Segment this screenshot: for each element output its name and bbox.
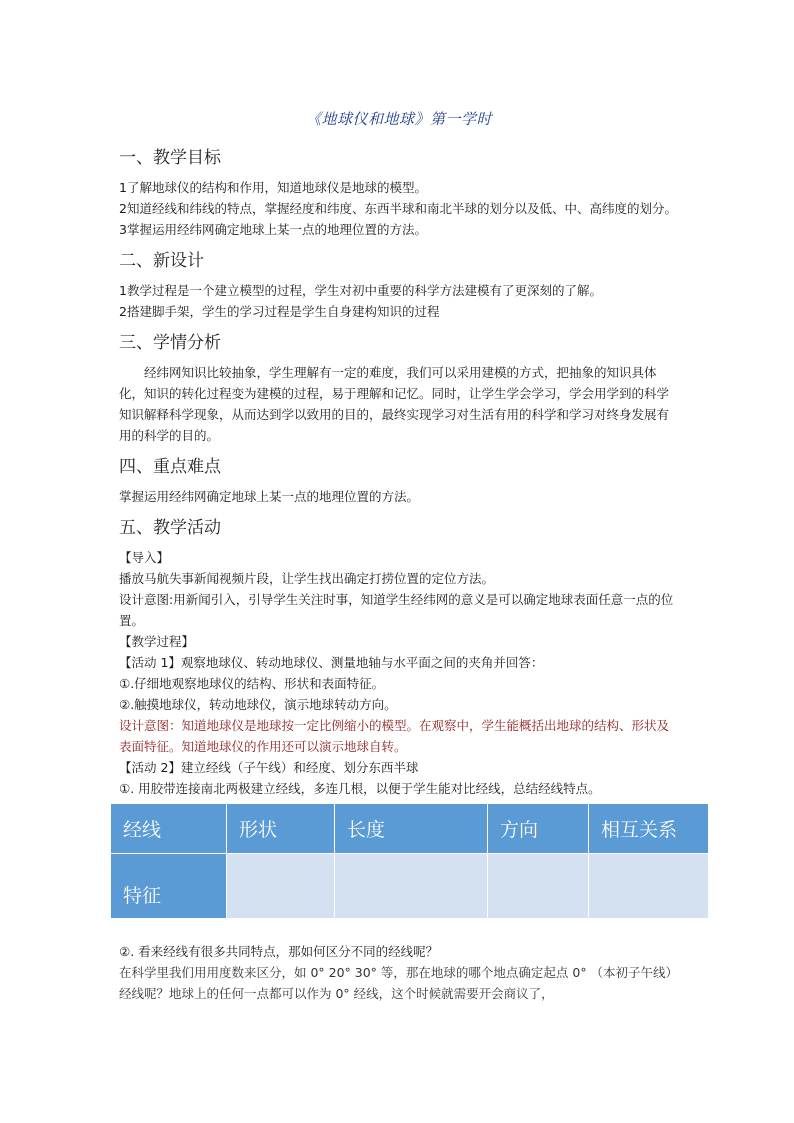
activity-2-step-a: ①. 用胶带连接南北两极建立经线，多连几根，以便于学生能对比经线，总结经线特点。: [119, 781, 601, 796]
table-header-shape: 形状: [227, 804, 335, 854]
goal-2: 2知道经线和纬线的特点，掌握经度和纬度、东西半球和南北半球的划分以及低、中、高纬度的划分。: [119, 201, 677, 216]
section-heading-goals: 一、教学目标: [119, 148, 221, 168]
section-heading-design: 二、新设计: [119, 251, 204, 271]
intro-tag: 【导入】: [119, 550, 170, 565]
table-cell-shape[interactable]: [227, 854, 335, 919]
table-header-length: 长度: [335, 804, 488, 854]
intro-text: 播放马航失事新闻视频片段，让学生找出确定打捞位置的定位方法。: [119, 571, 495, 586]
design-point-1: 1教学过程是一个建立模型的过程，学生对初中重要的科学方法建模有了更深刻的了解。: [119, 283, 602, 298]
activity-1-title: 【活动 1】观察地球仪、转动地球仪、测量地轴与水平面之间的夹角并回答：: [119, 655, 544, 670]
section-heading-key-points: 四、重点难点: [119, 457, 221, 477]
table-cell-direction[interactable]: [488, 854, 589, 919]
design-point-2: 2搭建脚手架，学生的学习过程是学生自身建构知识的过程: [119, 304, 440, 319]
activity-1-intent: 设计意图：知道地球仪是地球按一定比例缩小的模型。在观察中，学生能概括出地球的结构、形状及表面特征。知道地球仪的作用还可以演示地球自转。: [119, 718, 670, 754]
table-cell-length[interactable]: [335, 854, 488, 919]
table-header-row: [111, 804, 709, 854]
table-header-relationship: 相互关系: [589, 804, 709, 854]
table-header-meridian: 经线: [111, 804, 227, 854]
activity-2-title: 【活动 2】建立经线（子午线）和经度、划分东西半球: [119, 760, 419, 775]
table-cell-relationship[interactable]: [589, 854, 709, 919]
section-heading-analysis: 三、学情分析: [119, 333, 221, 353]
meridian-table: [110, 803, 709, 919]
key-points-text: 掌握运用经纬网确定地球上某一点的地理位置的方法。: [119, 489, 420, 504]
table-header-direction: 方向: [488, 804, 589, 854]
document-page: [119, 100, 679, 1004]
activity-2-explanation: 在科学里我们用用度数来区分，如 0° 20° 30° 等，那在地球的哪个地点确定起点 0° （本初子午线）经线呢？地球上的任何一点都可以作为 0° 经线，这个时候就需要开会商议了，: [119, 965, 679, 1001]
meridian-features-table: [110, 803, 708, 919]
intro-intent: 设计意图:用新闻引入，引导学生关注时事，知道学生经纬网的意义是可以确定地球表面任意一点的位置。: [119, 592, 674, 628]
document-title: 《地球仪和地球》第一学时: [305, 110, 492, 128]
analysis-paragraph: 经纬网知识比较抽象，学生理解有一定的难度，我们可以采用建模的方式，把抽象的知识具体化，知识的转化过程变为建模的过程，易于理解和记忆。同时，让学生学会学习，学会用学到的科学知识解释科学现象，从而达到学以致用的目的，最终实现学习对生活有用的科学和学习对终身发展有用的科学的目的。: [119, 365, 670, 443]
activity-2-step-b: ②. 看来经线有很多共同特点，那如何区分不同的经线呢？: [119, 944, 439, 959]
activity-1-step-b: ②.触摸地球仪，转动地球仪，演示地球转动方向。: [119, 697, 397, 712]
table-row: [111, 854, 709, 919]
process-tag: 【教学过程】: [119, 634, 195, 649]
activity-1-step-a: ①.仔细地观察地球仪的结构、形状和表面特征。: [119, 676, 385, 691]
goal-3: 3掌握运用经纬网确定地球上某一点的地理位置的方法。: [119, 222, 427, 237]
goal-1: 1了解地球仪的结构和作用，知道地球仪是地球的模型。: [119, 180, 427, 195]
section-heading-activities: 五、教学活动: [119, 518, 221, 538]
table-row-head-feature: 特征: [111, 854, 227, 919]
